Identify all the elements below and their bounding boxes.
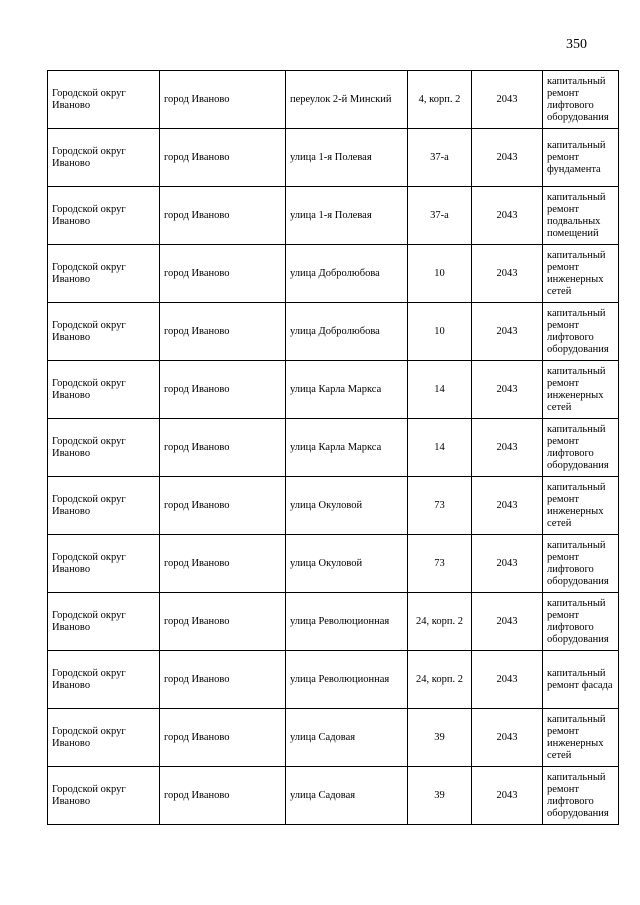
cell-work-type: капитальный ремонт фасада [543,651,619,709]
table-row [48,71,619,129]
cell-year: 2043 [472,535,543,593]
cell-house: 39 [408,709,472,767]
cell-work-type: капитальный ремонт фундамента [543,129,619,187]
cell-municipality: Городской округ Иваново [48,535,160,593]
table-row [48,361,619,419]
cell-street: улица Карла Маркса [286,361,408,419]
cell-house: 14 [408,361,472,419]
cell-house: 14 [408,419,472,477]
cell-street: улица Добролюбова [286,245,408,303]
cell-work-type: капитальный ремонт подвальных помещений [543,187,619,245]
cell-settlement: город Иваново [160,477,286,535]
table-row [48,187,619,245]
table-row [48,593,619,651]
cell-work-type: капитальный ремонт лифтового оборудования [543,419,619,477]
cell-municipality: Городской округ Иваново [48,245,160,303]
cell-street: переулок 2-й Минский [286,71,408,129]
cell-settlement: город Иваново [160,245,286,303]
cell-settlement: город Иваново [160,187,286,245]
table-row [48,651,619,709]
cell-street: улица Окуловой [286,477,408,535]
table-row [48,419,619,477]
cell-settlement: город Иваново [160,129,286,187]
cell-house: 37-а [408,187,472,245]
table-row [48,303,619,361]
cell-street: улица 1-я Полевая [286,187,408,245]
cell-municipality: Городской округ Иваново [48,767,160,825]
cell-municipality: Городской округ Иваново [48,187,160,245]
cell-house: 4, корп. 2 [408,71,472,129]
cell-settlement: город Иваново [160,709,286,767]
cell-street: улица Добролюбова [286,303,408,361]
cell-year: 2043 [472,245,543,303]
cell-year: 2043 [472,303,543,361]
cell-street: улица Революционная [286,651,408,709]
cell-work-type: капитальный ремонт лифтового оборудования [543,71,619,129]
cell-work-type: капитальный ремонт инженерных сетей [543,709,619,767]
cell-house: 39 [408,767,472,825]
cell-house: 24, корп. 2 [408,593,472,651]
cell-work-type: капитальный ремонт инженерных сетей [543,245,619,303]
cell-street: улица Революционная [286,593,408,651]
cell-settlement: город Иваново [160,535,286,593]
repair-schedule-table [47,70,619,825]
cell-year: 2043 [472,361,543,419]
table-row [48,535,619,593]
cell-settlement: город Иваново [160,767,286,825]
page-number: 350 [566,37,587,52]
cell-settlement: город Иваново [160,419,286,477]
cell-work-type: капитальный ремонт лифтового оборудования [543,303,619,361]
cell-house: 73 [408,535,472,593]
cell-street: улица Садовая [286,709,408,767]
cell-street: улица Карла Маркса [286,419,408,477]
cell-year: 2043 [472,129,543,187]
cell-year: 2043 [472,709,543,767]
cell-municipality: Городской округ Иваново [48,709,160,767]
cell-municipality: Городской округ Иваново [48,651,160,709]
cell-street: улица Окуловой [286,535,408,593]
cell-settlement: город Иваново [160,361,286,419]
cell-work-type: капитальный ремонт инженерных сетей [543,361,619,419]
cell-work-type: капитальный ремонт лифтового оборудования [543,593,619,651]
cell-street: улица 1-я Полевая [286,129,408,187]
cell-year: 2043 [472,187,543,245]
cell-house: 10 [408,245,472,303]
cell-municipality: Городской округ Иваново [48,477,160,535]
cell-municipality: Городской округ Иваново [48,361,160,419]
cell-municipality: Городской округ Иваново [48,71,160,129]
cell-work-type: капитальный ремонт инженерных сетей [543,477,619,535]
cell-house: 37-а [408,129,472,187]
cell-work-type: капитальный ремонт лифтового оборудования [543,535,619,593]
cell-municipality: Городской округ Иваново [48,129,160,187]
cell-house: 24, корп. 2 [408,651,472,709]
cell-work-type: капитальный ремонт лифтового оборудования [543,767,619,825]
cell-street: улица Садовая [286,767,408,825]
cell-municipality: Городской округ Иваново [48,419,160,477]
cell-house: 73 [408,477,472,535]
cell-year: 2043 [472,651,543,709]
table-row [48,709,619,767]
table-row [48,477,619,535]
cell-municipality: Городской округ Иваново [48,593,160,651]
cell-year: 2043 [472,477,543,535]
cell-settlement: город Иваново [160,593,286,651]
table-row [48,245,619,303]
cell-settlement: город Иваново [160,303,286,361]
cell-year: 2043 [472,419,543,477]
table-row [48,129,619,187]
cell-year: 2043 [472,767,543,825]
cell-year: 2043 [472,71,543,129]
table-body [48,71,619,825]
cell-house: 10 [408,303,472,361]
table-row [48,767,619,825]
cell-municipality: Городской округ Иваново [48,303,160,361]
cell-settlement: город Иваново [160,651,286,709]
cell-settlement: город Иваново [160,71,286,129]
cell-year: 2043 [472,593,543,651]
